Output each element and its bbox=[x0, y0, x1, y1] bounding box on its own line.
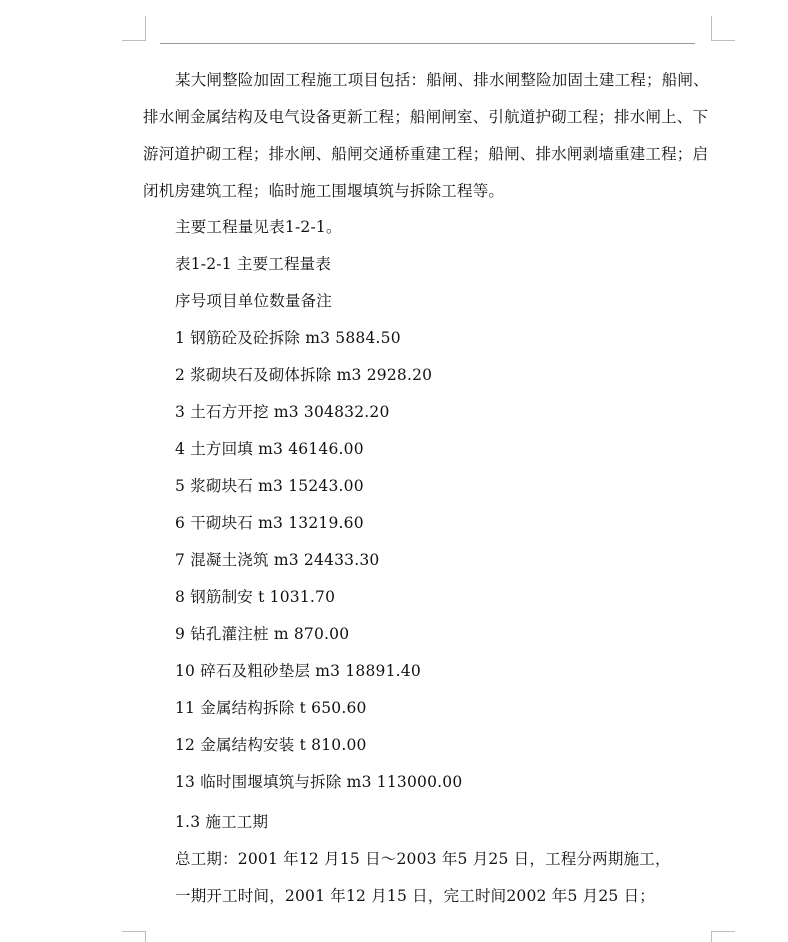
table-row: 5 浆砌块石 m3 15243.00 bbox=[175, 477, 364, 495]
section-heading: 1.3 施工工期 bbox=[175, 813, 269, 831]
crop-mark-bottom-right-v bbox=[711, 931, 712, 942]
table-row: 11 金属结构拆除 t 650.60 bbox=[175, 699, 367, 717]
text-line: 主要工程量见表1-2-1。 bbox=[175, 218, 342, 236]
table-row: 2 浆砌块石及砌体拆除 m3 2928.20 bbox=[175, 366, 433, 384]
table-header-row: 序号项目单位数量备注 bbox=[175, 292, 333, 310]
crop-mark-bottom-left-v bbox=[145, 931, 146, 942]
table-row: 12 金属结构安装 t 810.00 bbox=[175, 736, 367, 754]
crop-mark-top-right-v bbox=[711, 16, 712, 41]
table-row: 4 土方回填 m3 46146.00 bbox=[175, 440, 364, 458]
table-row: 8 钢筋制安 t 1031.70 bbox=[175, 588, 336, 606]
crop-mark-bottom-left-h bbox=[122, 931, 146, 932]
table-caption: 表1-2-1 主要工程量表 bbox=[175, 255, 332, 273]
text-line: 总工期：2001 年12 月15 日～2003 年5 月25 日，工程分两期施工， bbox=[175, 850, 671, 868]
table-row: 10 碎石及粗砂垫层 m3 18891.40 bbox=[175, 662, 421, 680]
table-row: 9 钻孔灌注桩 m 870.00 bbox=[175, 625, 350, 643]
table-row: 6 干砌块石 m3 13219.60 bbox=[175, 514, 364, 532]
crop-mark-top-left-v bbox=[145, 16, 146, 41]
table-row: 13 临时围堰填筑与拆除 m3 113000.00 bbox=[175, 773, 463, 791]
header-rule bbox=[160, 43, 695, 44]
table-row: 1 钢筋砼及砼拆除 m3 5884.50 bbox=[175, 329, 401, 347]
crop-mark-top-right-h bbox=[711, 40, 735, 41]
table-row: 3 土石方开挖 m3 304832.20 bbox=[175, 403, 390, 421]
crop-mark-bottom-right-h bbox=[711, 931, 735, 932]
table-row: 7 混凝土浇筑 m3 24433.30 bbox=[175, 551, 380, 569]
crop-mark-top-left-h bbox=[122, 40, 146, 41]
text-line: 一期开工时间，2001 年12 月15 日，完工时间2002 年5 月25 日； bbox=[175, 887, 655, 905]
intro-paragraph: 某大闸整险加固工程施工项目包括：船闸、排水闸整险加固土建工程；船闸、排水闸金属结构及电气设备更新工程；船闸闸室、引航道护砌工程；排水闸上、下游河道护砌工程；排水闸、船闸交通桥重建工程；船闸、排水闸剥墙重建工程；启闭机房建筑工程；临时施工围堰填筑与拆除工程等。 bbox=[143, 71, 709, 200]
